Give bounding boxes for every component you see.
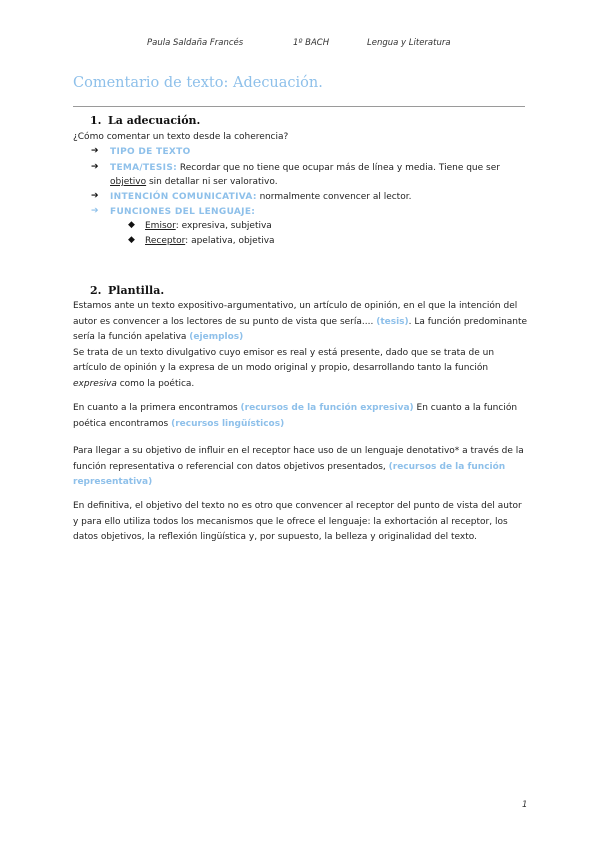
page-number: 1 [522, 800, 528, 810]
p2-text-b: En cuanto a la función poética encontramos [73, 403, 518, 429]
subitem-receptor [145, 234, 275, 249]
arrow-icon: ➔ [91, 146, 99, 156]
arrow-icon: ➔ [91, 191, 99, 201]
diamond-bullet-icon: ◆ [128, 235, 135, 245]
item-funciones-label: FUNCIONES DEL LENGUAJE: [110, 207, 256, 217]
section-1-number: 1. [90, 114, 102, 127]
item-intencion-label: INTENCIÓN COMUNICATIVA: [110, 192, 257, 202]
p1-text-d: como la poética. [116, 378, 195, 389]
p1-ejemplos: (ejemplos) [189, 332, 244, 342]
subitem-emisor-label: Emisor [145, 221, 176, 231]
p1-text-a: Estamos ante un texto expositivo-argumentativo, un artículo de opinión, en el que la intención del autor es convencer a los lectores de su punto de vista que sería.... [73, 301, 518, 327]
item-tipo-label: TIPO DE TEXTO [110, 147, 191, 157]
p2-recursos-linguisticos: (recursos lingüísticos) [171, 418, 285, 429]
header-subject: Lengua y Literatura [367, 38, 451, 48]
item-tema-text2: sin detallar ni ser valorativo. [146, 177, 278, 187]
p1-italic: expresiva [73, 378, 117, 389]
subitem-emisor-text: : expresiva, subjetiva [175, 221, 272, 231]
paragraph-2 [73, 401, 528, 432]
paragraph-1 [73, 299, 528, 392]
section-1-title: La adecuación. [108, 114, 201, 127]
item-tema-label: TEMA/TESIS: [110, 163, 177, 173]
p1-tesis: (tesis) [376, 316, 409, 327]
arrow-icon: ➔ [91, 162, 99, 172]
item-funciones [110, 205, 255, 220]
p3-recursos-representativa: (recursos de la función representativa) [73, 461, 506, 487]
subitem-emisor [145, 219, 272, 234]
p2-recursos-expresiva: (recursos de la función expresiva) [240, 403, 414, 413]
section-1-heading [90, 114, 200, 127]
diamond-bullet-icon: ◆ [128, 220, 135, 230]
title-divider [73, 106, 525, 107]
item-tema-underlined: objetivo [110, 177, 147, 187]
p1-text-b: . La función predominante sería la función apelativa [73, 316, 528, 342]
item-intencion-text: normalmente convencer al lector. [256, 192, 412, 202]
subitem-receptor-text: : apelativa, objetiva [185, 236, 275, 246]
p2-text-a: En cuanto a la primera encontramos [73, 403, 241, 413]
subitem-receptor-label: Receptor [145, 236, 186, 246]
paragraph-3 [73, 444, 528, 491]
header-author: Paula Saldaña Francés [147, 38, 244, 48]
header-course: 1º BACH [293, 38, 330, 48]
p1-text-c: Se trata de un texto divulgativo cuyo emisor es real y está presente, dado que se trata de un artículo de opinión y la expresa de un modo original y propio, desarrollando tanto la función [73, 347, 495, 373]
p3-text-a: Para llegar a su objetivo de influir en el receptor hace uso de un lenguaje denotativo* a través de la función representativa o referencial con datos objetivos presentados, [73, 446, 524, 472]
item-intencion [110, 190, 411, 205]
arrow-icon: ➔ [91, 206, 99, 216]
item-tema-text: Recordar que no tiene que ocupar más de línea y media. Tiene que ser [177, 163, 500, 173]
item-tipo [110, 145, 191, 160]
section-2-title: Plantilla. [108, 284, 165, 297]
section-2-heading [90, 284, 164, 297]
document-title: Comentario de texto: Adecuación. [73, 75, 323, 91]
section-1-intro: ¿Cómo comentar un texto desde la coherencia? [73, 132, 289, 142]
section-2-number: 2. [90, 284, 102, 297]
paragraph-4: En definitiva, el objetivo del texto no es otro que convencer al receptor del punto de vista del autor y para ello utiliza todos los mecanismos que le ofrece el lenguaje: la exhortación al receptor, los datos objetivos, la reflexión lingüística y, por supuesto, la belleza y originalidad del texto. [73, 501, 522, 542]
item-tema-cont [110, 175, 278, 190]
page-header [0, 38, 600, 52]
item-tema [110, 161, 500, 176]
